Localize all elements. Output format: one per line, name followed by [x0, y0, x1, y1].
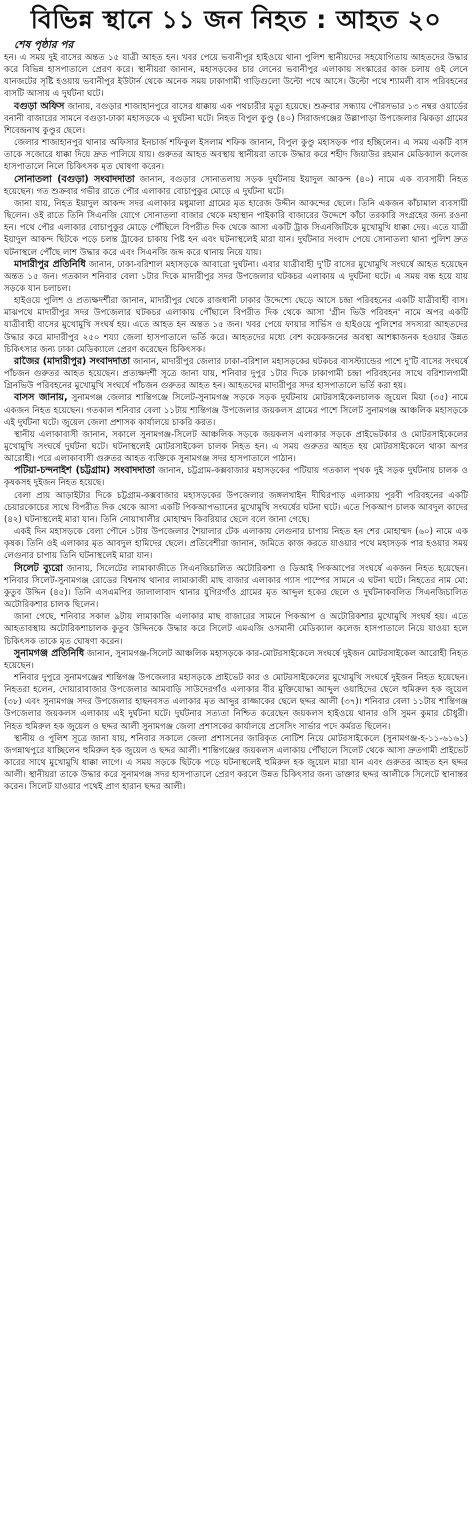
- paragraph-text: সুনামগঞ্জ জেলার শান্তিগঞ্জে সিলেট-সুনামগঞ্জ সড়কে সড়ক দুর্ঘটনায় মোটরসাইকেলচালক জুয়েল মিয়া (৩৫) নামে একজন নিহত হয়েছেন। গতকাল শনিবার বেলা ১১টায় শান্তিগঞ্জ উপজেলার জয়কলস গ্রামের পাশে সিলেট সুনামগঞ্জ আঞ্চলিক মহাসড়কে এই দুর্ঘটনা ঘটে। জুয়েল জেলা প্রশাসক কার্যালয়ে চাকরি করত।: [4, 393, 468, 428]
- article-paragraph: [4, 733, 468, 794]
- paragraph-text: শনিবার দুপুরে সুনামগঞ্জের শান্তিগঞ্জ উপজেলার মহাসড়কে প্রাইভেট কার ও মোটরসাইকেলের মুখোমুখি সংঘর্ষে দুইজন নিহত হয়েছেন। নিহতরা হলেন, দোয়ারাবাজার উপজেলার আমবাড়ি সাউদেরগাঁও এলাকার বীর মুক্তিযোদ্ধা আব্দুল ওয়াহিদের ছেলে হুমিরুল হক জুয়েল (৩৮) এবং সুনামগঞ্জ সদর উপজেলার হাছনবসত এলাকার মৃত আব্দুর রাজ্জাকের ছেলে ছদ্দর আলী (৩৭)। শনিবার বেলা ১১টায় শান্তিগঞ্জ উপজেলার জয়কলস এলাকায় এই দুর্ঘটনা ঘটে। দুর্ঘটনার সত্যতা নিশ্চিত করেছেন জয়কলস হাইওয়ে থানার ওসি সুমন কুমার চৌধুরী। নিহত হুমিরুল হক জুয়েল ও ছদ্দর আলী সুনামগঞ্জ জেলা প্রশাসকের কার্যালয়ে প্রসেসিং সার্ভার পদে কর্মরত ছিলেন।: [4, 672, 468, 732]
- paragraph-text: জানা গেছে, শনিবার সকাল ৯টায় লামাকাজি এলাকার মাছ বাজারের সামনে পিকআপ ও অটোরিকশার মুখোমুখি সংঘর্ষ হয়। এতে আহতাবস্থায় অটোরিকশাচালক কুতুব উদ্দিনকে উদ্ধার করে সিলেট এমএজি ওসমানী মেডিক্যাল কলেজ হাসপাতালে নিয়ে যাওয়া হলে চিকিৎসক তাকে মৃত ঘোষণা করেন।: [4, 612, 468, 647]
- dateline: বাসস জানায়,: [14, 392, 68, 404]
- continued-from-label: শেষ পৃষ্ঠার পর: [14, 39, 74, 51]
- headline: বিভিন্ন স্থানে ১১ জন নিহত : আহত ২০: [30, 5, 442, 34]
- article-paragraph: [4, 174, 468, 198]
- article-paragraph: [4, 295, 468, 356]
- paragraph-text: স্থানীয় ও পুলিশ সূত্রে জানা যায়, শনিবার সকালে জেলা প্রশাসনের জারিকৃত নোটিশ নিয়ে মোটরসাইকেলে (সুনামগঞ্জ-হ-১১-৬১৬১) জগন্নাথপুরে যাচ্ছিলেন হুমিরুল হক জুয়েল ও ছদ্দর আলী। শান্তিগঞ্জের জয়কলস এলাকায় পৌঁছালে সিলেট থেকে আসা দ্রুতগামী প্রাইভেট কারের সাথে মুখোমুখি ধাক্কা লাগে। এ সময় সড়কে ছিটকে পড়ে ঘটনাস্থলেই হুমিরুল হক জুয়েল মারা যান এবং গুরুতর আহত হন ছদ্দর আলী। স্থানীয়রা তাকে উদ্ধার করে সুনামগঞ্জ সদর হাসপাতালে প্রেরণ করলে উন্নত চিকিৎসার জন্য ডাক্তার ছদ্দর আলীকে সিলেটে স্থানান্তর করেন। সিলেট যাওয়ার পথেই প্রাণ হারান ছদ্দর আলী।: [4, 733, 468, 793]
- dateline: বগুড়া অফিস: [14, 100, 65, 112]
- paragraph-text: জানা যায়, নিহত ইয়াদুল আকন্দ সদর এলাকার মধুমালা গ্রামের মৃত হারেজ উদ্দীন আকন্দের ছেলে। তিনি একজন কাঁচামাল ব্যবসায়ী ছিলেন। ওই রাতে তিনি সিএনজি যোগে সোনাতলা বাজার থেকে মহাস্থান পাইকারি বাজারের উদ্দেশে কাঁচা তরকারি সংগ্রহের জন্য রওনা হন। পথে পৌর এলাকার বোচাপুকুর মোড়ে পৌঁছিলে বিপরীত দিক থেকে আসা একটি ট্রাক সিএনজিটিকে মুখোমুখি ধাক্কা দেয়। এতে যাত্রী ইয়াদুল আকন্দ ছিটকে পড়ে চলন্ত ট্রাকের চাকায় পিষ্ট হন এবং ঘটনাস্থলেই মারা যান। দুর্ঘটনার সংবাদ পেয়ে সোনাতলা থানা পুলিশ দ্রুত ঘটনাস্থলে পৌঁছে লাশ উদ্ধার করে এবং সিএনজি জব্দ করে থানায় নিয়ে যায়।: [4, 198, 468, 258]
- paragraph-text: হন। এ সময় দুই বাসের অন্তত ১৫ যাত্রী আহত হন। খবর পেয়ে ভবানীপুর হাইওয়ে থানা পুলিশ স্থানীয়দের সহযোগিতায় আহতদের উদ্ধার করে বিভিন্ন হাসপাতালে প্রেরণ করে। স্থানীয়রা জানান, মহাসড়কের চার লেনের ভবানীপুর এলাকায় সংস্কারের কাজ চলায় ওই লেনে যানজটের সৃষ্টি হওয়ায় ভবানীপুর ইউটার্ন থেকে অনেক সময় ঢাকাগামী গাড়িগুলো উল্টো পথে আসে। উল্টো পথে শ্যামলী বাস পরিবহনের বাসটি আসায় এ দুর্ঘটনা ঘটে।: [4, 53, 468, 100]
- paragraph-text: স্থানীয় এলাকাবাসী জানান, সকালে সুনামগঞ্জ-সিলেট আঞ্চলিক সড়কে জয়কলস এলাকার সড়কে প্রাইভেটকার ও মোটরসাইকেলের মুখোমুখি সংঘর্ষে দুর্ঘটনা ঘটে। ঘটনাস্থলেই মোটরসাইকেল চালক নিহত হন। এ সময় গুরুতর আহত হয় মোটরসাইকেলে থাকা অপর আরোহী। পরে এলাকাবাসী গুরুতর আহত ব্যক্তিকে সুনামগঞ্জ সদর হাসপাতালে পাঠান।: [4, 429, 468, 465]
- article-paragraph: [4, 137, 468, 173]
- dateline: সিলেট ব্যুরো: [14, 562, 63, 574]
- paragraph-text: জানান, চট্টগ্রাম-কক্সবাজার মহাসড়কের পটিয়ায় গতকাল পৃথক দুই সড়ক দুর্ঘটনায় চালক ও কৃষকসহ দুইজন নিহত হয়েছে।: [4, 466, 468, 489]
- article-paragraph: [4, 392, 468, 428]
- dateline: সোনাতলা (বগুড়া) সংবাদদাতা: [14, 173, 135, 185]
- article-paragraph: [4, 648, 468, 672]
- dateline: মাদারীপুর প্রতিনিধি: [14, 258, 86, 270]
- article-paragraph: [4, 611, 468, 647]
- paragraph-text: জানান, ঢাকা-বরিশাল মহাসড়কে আবারো দুর্ঘটনা। এবার যাত্রীবাহী দু'টি বাসের মুখোমুখি সংঘর্ষে আহত হয়েছেন অন্তত ১৫ জন। গতকাল শনিবার বেলা ১টার দিকে মাদারীপুর সদর উপজেলার ঘটকচর এলাকায় এ দুর্ঘটনা ঘটে। এ সময় বন্ধ হয়ে যায় সড়কে যান চলাচল।: [4, 259, 469, 294]
- article-paragraph: [4, 52, 468, 101]
- paragraph-text: জানায়, সিলেটের লামাকাজীতে সিএনজিচালিত অটোরিকশা ও ডিআই পিকআপের সংঘর্ষে একজন নিহত হয়েছেন। শনিবার সিলেট-সুনামগঞ্জ রোডের বিশ্বনাথ থানার লামাকাজী মাছ বাজার এলাকার গ্যাস পাম্পের সামনে এ ঘটনা ঘটে। নিহতের নাম মো: কুতুব উদ্দিন (৪৫)। তিনি এসএমপির জালালাবাদ থানার যুগিরগাঁও গ্রামের মৃত আব্দুল হকের ছেলে ও দুর্ঘটনাকবলিত সিএনজিচালিত অটোরিকশার চালক ছিলেন।: [4, 563, 468, 611]
- article-paragraph: [4, 672, 468, 733]
- article-paragraph: [4, 101, 468, 137]
- paragraph-text: জানান, বগুড়ার সোনাতলায় সড়ক দুর্ঘটনায় ইয়াদুল আকন্দ (৪০) নামে এক ব্যবসায়ী নিহত হয়েছেন। গত শুক্রবার গভীর রাতে পৌর এলাকার বোচাপুকুর মোড়ে এ দুর্ঘটনা ঘটে।: [4, 174, 469, 197]
- paragraph-text: বেলা প্রায় আড়াইটার দিকে চট্টগ্রাম-কক্সবাজার মহাসড়কের উপজেলার জঙ্গলখাইন দীঘিরপাড় এলাকায় পূরবী পরিবহনের একটি চেয়ারকোচের সাথে বিপরীত দিক থেকে আসা একটি পিকআপভ্যানের মুখোমুখি সংঘর্ষের ঘটনা ঘটে। এতে পিকআপ চালক আবদুল কাদের (৪২) ঘটনাস্থলেই মারা যান। তিনি নোয়াখালীর মোহাম্মদ কিবরিয়ার ছেলে বলে জানা গেছে।: [4, 490, 468, 525]
- dateline: পটিয়া-চন্দনাইশ (চট্টগ্রাম) সংবাদদাতা: [14, 465, 155, 477]
- dateline: রাজৈর (মাদারীপুর) সংবাদদাতা: [14, 355, 131, 367]
- paragraph-text: জেলার শাজাহানপুর থানার অফিসার ইনচার্জ শফিকুল ইসলাম শফিক জানান, বিপুল কুণ্ডু মহাসড়ক পার হচ্ছিলেন। এ সময় একটি বাস তাকে সজোরে ধাক্কা দিয়ে দ্রুত পালিয়ে যায়। গুরুতর আহত অবস্থায় স্থানীয়রা তাকে উদ্ধার করে শহীদ জিয়াউর রহমান মেডিক্যাল কলেজ হাসপাতালে নিলে চিকিৎসক মৃত ঘোষণা করেন।: [4, 138, 468, 173]
- article-paragraph: [4, 526, 468, 562]
- article-paragraph: [4, 259, 468, 295]
- paragraph-text: জানায়, বগুড়ার শাজাহানপুরে বাসের ধাক্কায় এক পথচারীর মৃত্যু হয়েছে। শুক্রবার সন্ধ্যায় পৌরসভার ১৩ নম্বর ওয়ার্ডের বনানী বাজারের সামনে বগুড়া-ঢাকা মহাসড়কে এ দুর্ঘটনা ঘটে। নিহত বিপুল কুণ্ডু (৪০) সিরাজগঞ্জের উল্লাপাড়া উপজেলার ঝিকড়া গ্রামের শিবেন্দ্রনাথ কুণ্ডুর ছেলে।: [4, 101, 468, 136]
- article-paragraph: [4, 356, 468, 392]
- article-paragraph: [4, 198, 468, 259]
- article-paragraph: [4, 429, 468, 465]
- article-body: [4, 52, 468, 794]
- dateline: সুনামগঞ্জ প্রতিনিধি: [14, 647, 85, 659]
- paragraph-text: জানান, মাদারীপুর জেলার ঢাকা-বরিশাল মহাসড়কের ঘটকচর বাসস্ট্যান্ডের পাশে দু'টি বাসের সংঘর্ষে পাঁচজন গুরুতর আহত হয়েছেন। প্রত্যক্ষদর্শী সূত্রে জানা যায়, শনিবার দুপুর ১টার দিকে ঢাকাগামী চন্দ্রা পরিবহনের সাথে বরিশালগামী গ্রিনভিউ পরিবহনের মুখোমুখি সংঘর্ষে পাঁচজন গুরুতর আহত হন। আহতদের মাদারীপুর সদর হাসপাতালে ভর্তি করা হয়।: [4, 356, 468, 392]
- paragraph-text: একই দিন মহাসড়কে বেলা পৌনে ১টায় উপজেলার শৈয়ালার টেক এলাকায় লেগুনার চাপায় নিহত হন শের মোহাম্মদ (৬০) নামে এক কৃষক। তিনি ওই এলাকার মৃত আবদুল হামিদের ছেলে। প্রতিবেশীরা জানান, জমিতে কাজ করতে যাওয়ার পথে মহাসড়ক পার হওয়ার সময় লেগুনার চাপায় তিনি ঘটনাস্থলেই মারা যান।: [4, 527, 468, 562]
- paragraph-text: জানান, সুনামগঞ্জ-সিলেট আঞ্চলিক মহাসড়কে কার-মোটরসাইকেলে সংঘর্ষে দুইজন মোটরসাইকেল আরোহী নিহত হয়েছেন।: [4, 648, 468, 671]
- paragraph-text: হাইওয়ে পুলিশ ও প্রত্যক্ষদর্শীরা জানান, মাদারীপুর থেকে রাজধানী ঢাকার উদ্দেশ্যে ছেড়ে আসে চন্দ্রা পরিবহনের একটি যাত্রীবাহী বাস। মাঝপথে মাদারীপুর সদর উপজেলার ঘটকচর এলাকায় পৌঁছালে বিপরীত দিক থেকে আসা 'গ্রীন ভিউ পরিবহন' নামে অপর একটি যাত্রীবাহী বাসের মুখোমুখি সংঘর্ষ হয়। এতে আহত হন অন্তত ১৫ জন। খবর পেয়ে ফায়ার সার্ভিস ও হাইওয়ে পুলিশের সদস্যরা আহতদের উদ্ধার করে মাদারীপুর ২৫০ শয্যা জেলা হাসপাতালে ভর্তি করে। আহতদের মধ্যে বেশ কয়েকজনের অবস্থা আশঙ্কাজনক হওয়ার উন্নত চিকিৎসার জন্য ঢাকা মেডিক্যালে প্রেরণ করেছেন চিকিৎসক।: [4, 296, 468, 355]
- article-paragraph: [4, 490, 468, 526]
- article-paragraph: [4, 563, 468, 612]
- article-paragraph: [4, 465, 468, 489]
